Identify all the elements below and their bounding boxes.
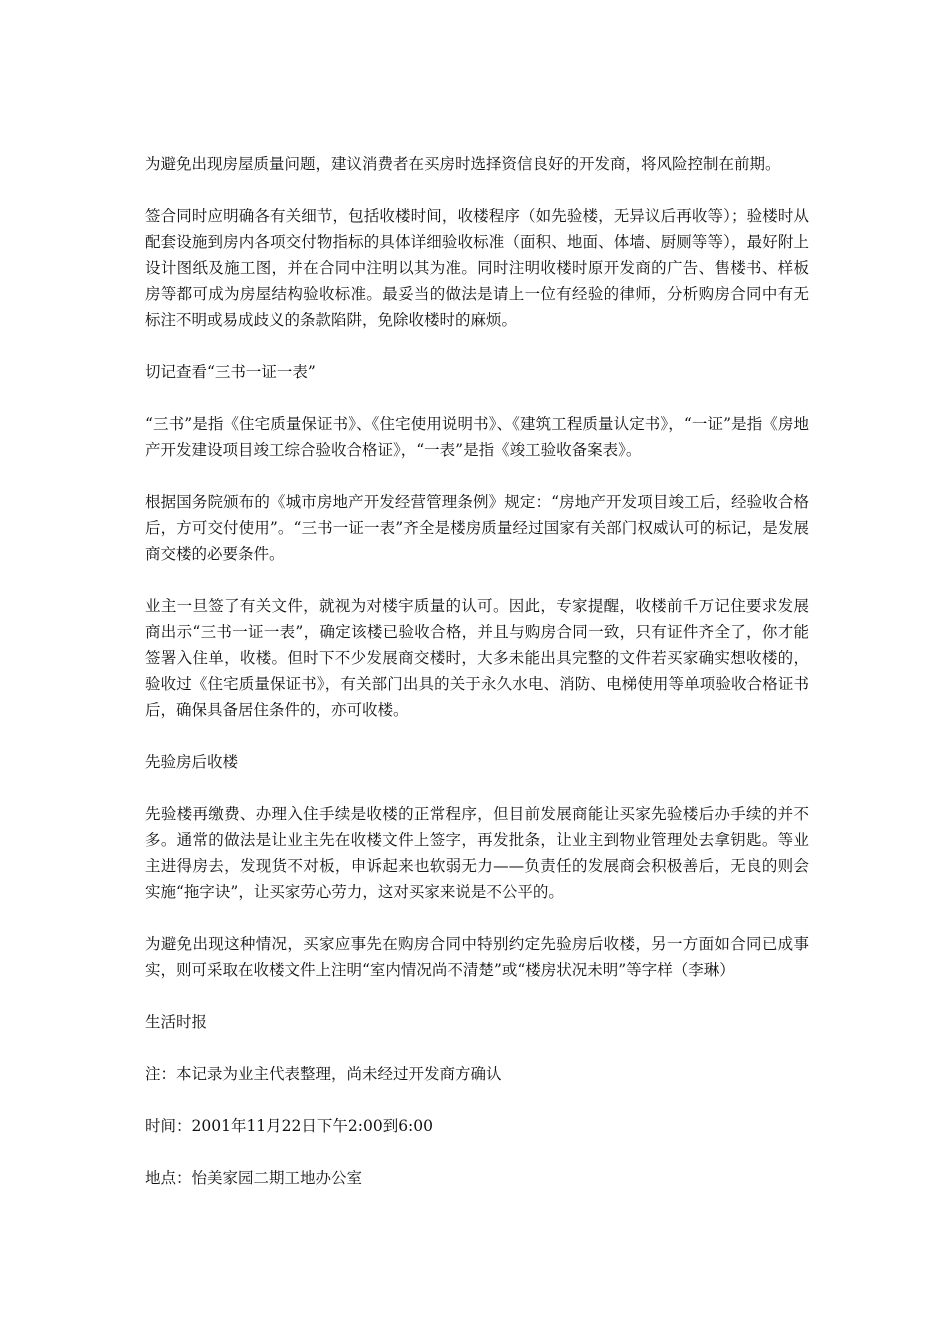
section-heading-three-books: 切记查看“三书一证一表” [145,363,316,381]
paragraph-regulation: 根据国务院颁布的《城市房地产开发经营管理条例》规定：“房地产开发项目竣工后，经验收合格后，方可交付使用”。“三书一证一表”齐全是楼房质量经过国家有关部门权威认可的标记，是发展商交楼的必要条件。 [145,493,809,563]
paragraph-risk-control: 为避免出现房屋质量问题，建议消费者在买房时选择资信良好的开发商，将风险控制在前期。 [145,155,781,173]
paragraph-contract-details: 签合同时应明确各有关细节，包括收楼时间，收楼程序（如先验楼，无异议后再收等）；验楼时从配套设施到房内各项交付物指标的具体详细验收标准（面积、地面、体墙、厨厕等等），最好附上设计图纸及施工图，并在合同中注明以其为准。同时注明收楼时原开发商的广告、售楼书、样板房等都可成为房屋结构验收标准。最妥当的做法是请上一位有经验的律师，分析购房合同中有无标注不明或易成歧义的条款陷阱，免除收楼时的麻烦。 [145,207,809,329]
time-line: 时间：2001年11月22日下午2:00到6:00 [145,1117,434,1135]
paragraph-avoid-situation: 为避免出现这种情况，买家应事先在购房合同中特别约定先验房后收楼，另一方面如合同已成事实，则可采取在收楼文件上注明“室内情况尚不清楚”或“楼房状况未明”等字样（李琳） [145,935,809,979]
paragraph-three-books-definition: “三书”是指《住宅质量保证书》、《住宅使用说明书》、《建筑工程质量认定书》，“一证”是指《房地产开发建设项目竣工综合验收合格证》，“一表”是指《竣工验收备案表》。 [145,415,809,459]
location-line: 地点：怡美家园二期工地办公室 [145,1169,363,1187]
note-line: 注：本记录为业主代表整理，尚未经过开发商方确认 [145,1065,502,1083]
document-body [145,151,809,1217]
paragraph-owner-signing: 业主一旦签了有关文件，就视为对楼宇质量的认可。因此，专家提醒，收楼前千万记住要求发展商出示“三书一证一表”，确定该楼已验收合格，并且与购房合同一致，只有证件齐全了，你才能签署入住单，收楼。但时下不少发展商交楼时，大多未能出具完整的文件若买家确实想收楼的，验收过《住宅质量保证书》，有关部门出具的关于永久水电、消防、电梯使用等单项验收合格证书后，确保具备居住条件的，亦可收楼。 [145,597,809,719]
source-label: 生活时报 [145,1013,208,1031]
section-heading-inspect-first: 先验房后收楼 [145,753,239,771]
paragraph-inspection-procedure: 先验楼再缴费、办理入住手续是收楼的正常程序，但目前发展商能让买家先验楼后办手续的并不多。通常的做法是让业主先在收楼文件上签字，再发批条，让业主到物业管理处去拿钥匙。等业主进得房去，发现货不对板，申诉起来也软弱无力——负责任的发展商会积极善后，无良的则会实施“拖字诀”，让买家劳心劳力，这对买家来说是不公平的。 [145,805,809,901]
